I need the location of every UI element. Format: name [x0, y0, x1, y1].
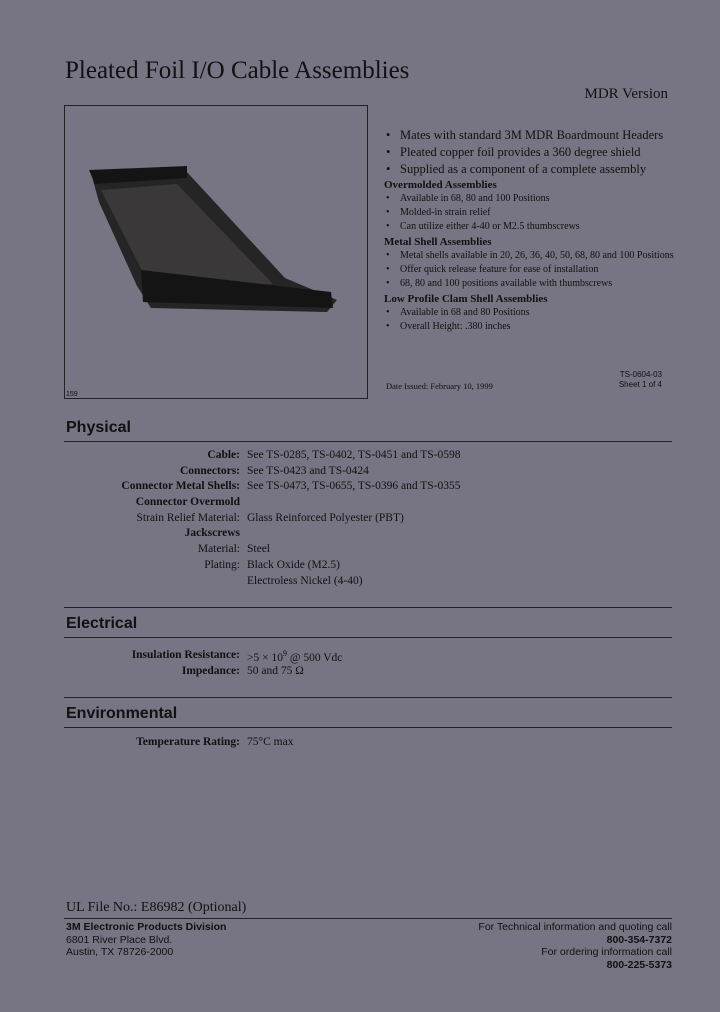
- address-line: Austin, TX 78726-2000: [66, 946, 174, 958]
- feature-group-item: • Metal shells available in 20, 26, 36, 40, 50, 68, 80 and 100 Positions: [384, 249, 674, 263]
- spec-row: [0, 559, 720, 575]
- order-phone: 800-225-5373: [606, 958, 672, 971]
- divider: [64, 637, 672, 638]
- feature-item: • Supplied as a component of a complete assembly: [384, 162, 674, 176]
- spec-value: See TS-0423 and TS-0424: [247, 464, 369, 477]
- spec-row: [0, 575, 720, 591]
- version-label: MDR Version: [584, 86, 668, 102]
- spec-label: Jackscrews: [184, 527, 240, 540]
- sheet-number: Sheet 1 of 4: [618, 380, 662, 389]
- feature-group-heading: Low Profile Clam Shell Assemblies: [384, 293, 548, 305]
- spec-label: Material:: [197, 543, 240, 556]
- spec-label: Connector Overmold: [135, 496, 240, 509]
- divider: [64, 441, 672, 442]
- spec-value: Glass Reinforced Polyester (PBT): [247, 511, 404, 524]
- spec-value: Steel: [247, 543, 270, 556]
- spec-value: See TS-0473, TS-0655, TS-0396 and TS-0355: [247, 480, 461, 493]
- feature-item: • Pleated copper foil provides a 360 degree shield: [384, 145, 674, 159]
- divider: [64, 918, 672, 919]
- spec-value: 75°C max: [247, 736, 294, 748]
- section-title-electrical: Electrical: [66, 615, 138, 632]
- spec-row: [0, 465, 720, 481]
- feature-item: • Mates with standard 3M MDR Boardmount Headers: [384, 128, 674, 142]
- feature-group-item: • Molded-in strain relief: [384, 206, 674, 220]
- product-photo: [64, 105, 368, 399]
- date-issued: Date Issued: February 10, 1999: [386, 381, 493, 391]
- divider: [64, 727, 672, 728]
- spec-label: Connector Metal Shells:: [121, 480, 240, 493]
- spec-label: Insulation Resistance:: [131, 649, 240, 661]
- contact-info: [478, 921, 672, 971]
- spec-row: [0, 496, 720, 512]
- spec-row: [0, 449, 720, 465]
- feature-group-item: • Available in 68, 80 and 100 Positions: [384, 192, 674, 206]
- divider: [64, 697, 672, 698]
- feature-group-item: • 68, 80 and 100 positions available with thumbscrews: [384, 277, 674, 291]
- spec-value: See TS-0285, TS-0402, TS-0451 and TS-0598: [247, 449, 461, 461]
- feature-group-item: • Available in 68 and 80 Positions: [384, 306, 674, 320]
- feature-group-heading: Metal Shell Assemblies: [384, 236, 492, 248]
- spec-label: Connectors:: [179, 464, 240, 477]
- spec-label: Temperature Rating:: [136, 736, 240, 748]
- doc-number: TS-0604-03: [619, 370, 662, 379]
- spec-row: [0, 512, 720, 528]
- spec-value: Electroless Nickel (4-40): [247, 574, 363, 587]
- spec-row: [0, 543, 720, 559]
- address-line: 6801 River Place Blvd.: [66, 933, 173, 946]
- spec-value: 50 and 75 Ω: [247, 664, 304, 677]
- physical-specs: [0, 449, 720, 590]
- spec-label: Impedance:: [181, 664, 240, 677]
- divider: [64, 607, 672, 608]
- feature-list: [384, 128, 674, 334]
- electrical-specs: [0, 649, 720, 680]
- feature-group-item: • Offer quick release feature for ease of installation: [384, 263, 674, 277]
- section-title-environmental: Environmental: [66, 705, 178, 722]
- spec-row: [0, 480, 720, 496]
- tech-phone: 800-354-7372: [606, 933, 672, 946]
- section-title-physical: Physical: [66, 419, 131, 436]
- feature-group-item: • Can utilize either 4-40 or M2.5 thumbscrews: [384, 220, 674, 234]
- spec-value: $>5 \times 10^9$ @ 500 Vdc: [247, 649, 343, 664]
- division-address: [66, 921, 226, 959]
- order-info-label: For ordering information call: [541, 946, 672, 958]
- spec-value: Black Oxide (M2.5): [247, 558, 340, 571]
- cable-assembly-image: [65, 106, 367, 398]
- spec-label: Plating:: [204, 558, 240, 571]
- spec-label: Cable:: [207, 449, 240, 461]
- environmental-specs: [0, 736, 720, 752]
- spec-label: Strain Relief Material:: [136, 511, 240, 524]
- page-title: Pleated Foil I/O Cable Assemblies: [65, 57, 410, 84]
- photo-number: 159: [66, 391, 78, 398]
- division-name: 3M Electronic Products Division: [66, 921, 227, 933]
- document-number: [560, 370, 662, 390]
- spec-row: [0, 527, 720, 543]
- ul-file-number: UL File No.: E86982 (Optional): [66, 900, 247, 915]
- feature-group-heading: Overmolded Assemblies: [384, 179, 497, 191]
- feature-group-item: • Overall Height: .380 inches: [384, 320, 674, 334]
- tech-info-label: For Technical information and quoting call: [478, 921, 672, 933]
